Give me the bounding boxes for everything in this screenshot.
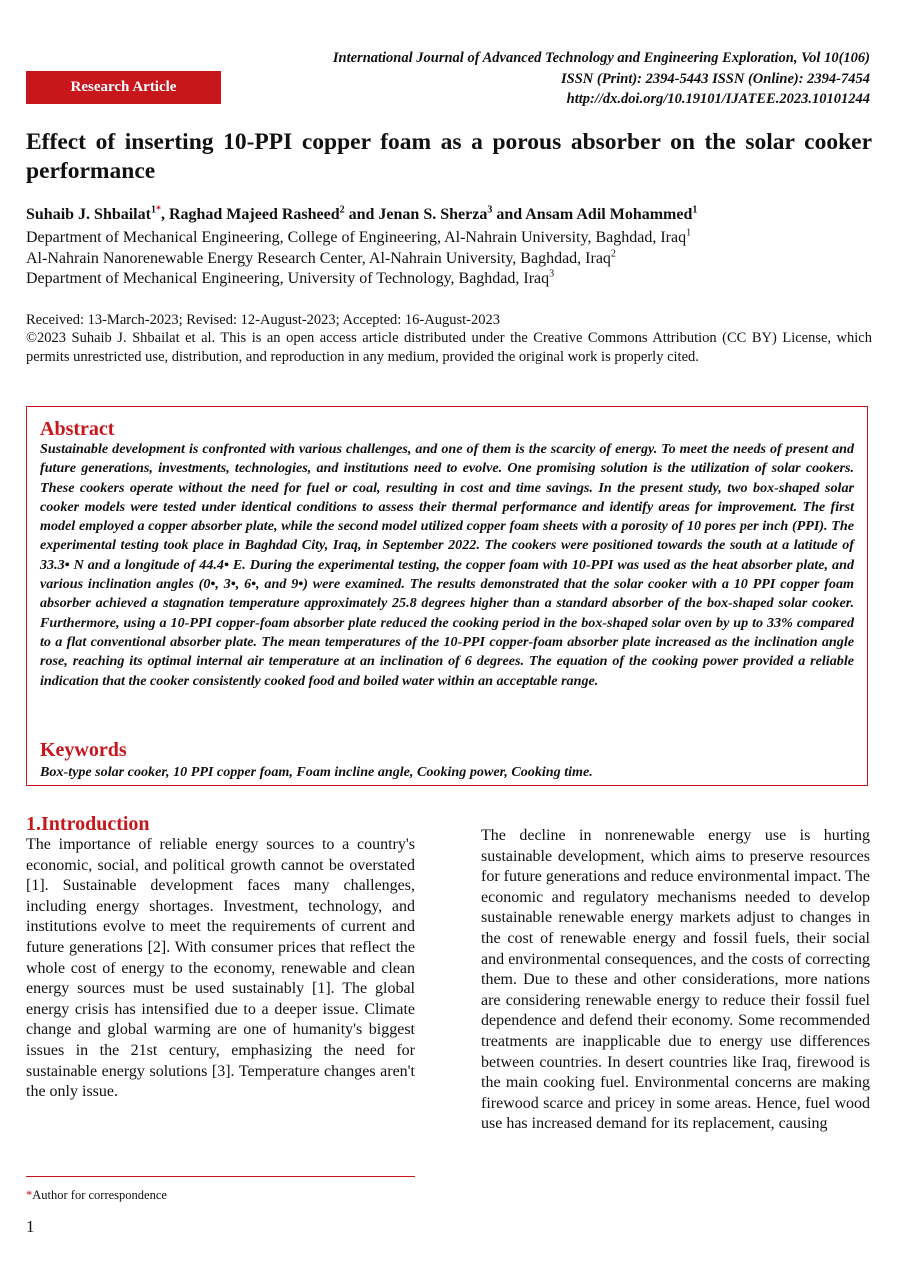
introduction-heading: 1.Introduction: [26, 813, 150, 835]
introduction-right-column: The decline in nonrenewable energy use is hurting sustainable development, which aims to preserve resources for future generations and reduce environmental impact. The economic and regulatory mechanisms needed to develop sustainable renewable energy markets adjust to changes in the cost of renewable energy and fossil fuels, their social and environmental consequences, and the costs of correcting them. Due to these and other considerations, more nations are considering renewable energy to reduce their fossil fuel dependence and defend their economy. Some recommended treatments are inapplicable due to energy use differences between countries. In desert countries like Iraq, firewood is the main cooking fuel. Environmental concerns are making firewood scarce and pricey in some areas. Hence, fuel wood use has increased demand for its replacement, causing: [481, 827, 870, 1133]
author-affil-sup: 2: [339, 204, 345, 216]
author-affil-sup: 1: [692, 204, 698, 216]
affiliation-sup: 2: [610, 248, 616, 260]
affiliation-line: [26, 269, 876, 290]
article-type-badge: Research Article: [26, 71, 221, 104]
journal-name: International Journal of Advanced Technology and Engineering Exploration, Vol 10(106): [332, 50, 870, 66]
keywords-text: Box-type solar cooker, 10 PPI copper foam, Foam incline angle, Cooking power, Cooking time.: [40, 764, 593, 780]
affiliation-text: Al-Nahrain Nanorenewable Energy Research Center, Al-Nahrain University, Baghdad, Iraq: [26, 249, 611, 267]
author-list: [26, 205, 876, 225]
paper-title: Effect of inserting 10-PPI copper foam as a porous absorber on the solar cooker performance: [26, 129, 872, 184]
history-dates: Received: 13-March-2023; Revised: 12-August-2023; Accepted: 16-August-2023: [26, 312, 500, 328]
author-separator: ,: [160, 206, 169, 223]
journal-issn: ISSN (Print): 2394-5443 ISSN (Online): 2394-7454: [561, 70, 870, 87]
footnote-divider: [26, 1176, 415, 1177]
affiliation-sup: 1: [686, 227, 692, 239]
author-name: Jenan S. Sherza: [378, 206, 488, 223]
footnote-star: *: [26, 1188, 33, 1202]
author-separator: and: [492, 206, 526, 223]
affiliations: [26, 228, 876, 290]
journal-header: [230, 48, 870, 110]
affiliation-text: Department of Mechanical Engineering, College of Engineering, Al-Nahrain University, Baghdad, Iraq: [26, 229, 687, 246]
affiliation-line: [26, 249, 876, 270]
footnote: [26, 1187, 167, 1203]
author-affil-sup: 1: [150, 204, 156, 216]
author-affil-sup: 3: [487, 204, 493, 216]
journal-doi[interactable]: http://dx.doi.org/10.19101/IJATEE.2023.10101244: [566, 91, 870, 107]
corresponding-star: *: [155, 204, 161, 216]
license-statement: ©2023 Suhaib J. Shbailat et al. This is an open access article distributed under the Creative Commons Attribution (CC BY) License, which permits unrestricted use, distribution, and reproduction in any medium, provided the original work is properly cited.: [26, 330, 872, 365]
page-number: 1: [26, 1217, 35, 1236]
author-name: Raghad Majeed Rasheed: [168, 206, 340, 223]
keywords-heading: Keywords: [40, 739, 127, 761]
abstract-box: [26, 406, 868, 786]
author-separator: and: [344, 206, 379, 223]
affiliation-sup: 3: [549, 268, 555, 280]
author-name: Ansam Adil Mohammed: [525, 206, 693, 223]
introduction-left-column: The importance of reliable energy sources to a country's economic, social, and political growth cannot be overstated [1]. Sustainable development faces many challenges, including energy shortages. Investment, technology, and institutions evolve to meet the requirements of current and future generations [2]. With consumer prices that reflect the whole cost of energy to the economy, renewable and clean energy sources must be used sustainably [1]. The global energy crisis has intensified due to a deeper issue. Climate change and global warming are one of humanity's biggest issues in the 21st century, emphasizing the need for sustainable energy solutions [3]. Temperature changes aren't the only issue.: [26, 836, 415, 1101]
affiliation-line: [26, 228, 876, 249]
affiliation-text: Department of Mechanical Engineering, University of Technology, Baghdad, Iraq: [26, 270, 550, 287]
abstract-heading: Abstract: [40, 418, 115, 440]
abstract-text: Sustainable development is confronted with various challenges, and one of them is the scarcity of energy. To meet the needs of present and future generations, investments, technologies, and institutions need to evolve. One promising solution is the utilization of solar cookers. These cookers operate without the need for fuel or coal, resulting in cost and time savings. In the present study, two box-shaped solar cooker models were tested under identical conditions to assess their thermal performance and identify areas for improvement. The first model employed a copper absorber plate, while the second model utilized copper foam sheets with a porosity of 10 pores per inch (PPI). The experimental testing took place in Baghdad City, Iraq, in September 2022. The cookers were positioned towards the south at a latitude of 33.3• N and a longitude of 44.4• E. During the experimental testing, the copper foam with 10-PPI was used as the heat absorber plate, and various inclination angles (0•, 3•, 6•, and 9•) were examined. The results demonstrated that the solar cooker with a 10 PPI copper foam absorber achieved a stagnation temperature approximately 25.8 degrees higher than a standard absorber of the box-shaped solar cooker. Furthermore, using a 10-PPI copper-foam absorber plate reduced the cooking period in the box-shaped solar oven by up to 33% compared to a flat conventional absorber plate. The mean temperatures of the 10-PPI copper-foam absorber plate increased as the inclination angle rose, reaching its optimal internal air temperature at an inclination of 6 degrees. The equation of the cooking power provided a reliable indication that the cooker consistently cooked food and boiled water within an acceptable range.: [40, 441, 854, 689]
author-name: Suhaib J. Shbailat: [26, 206, 151, 223]
footnote-text: Author for correspondence: [32, 1188, 167, 1202]
